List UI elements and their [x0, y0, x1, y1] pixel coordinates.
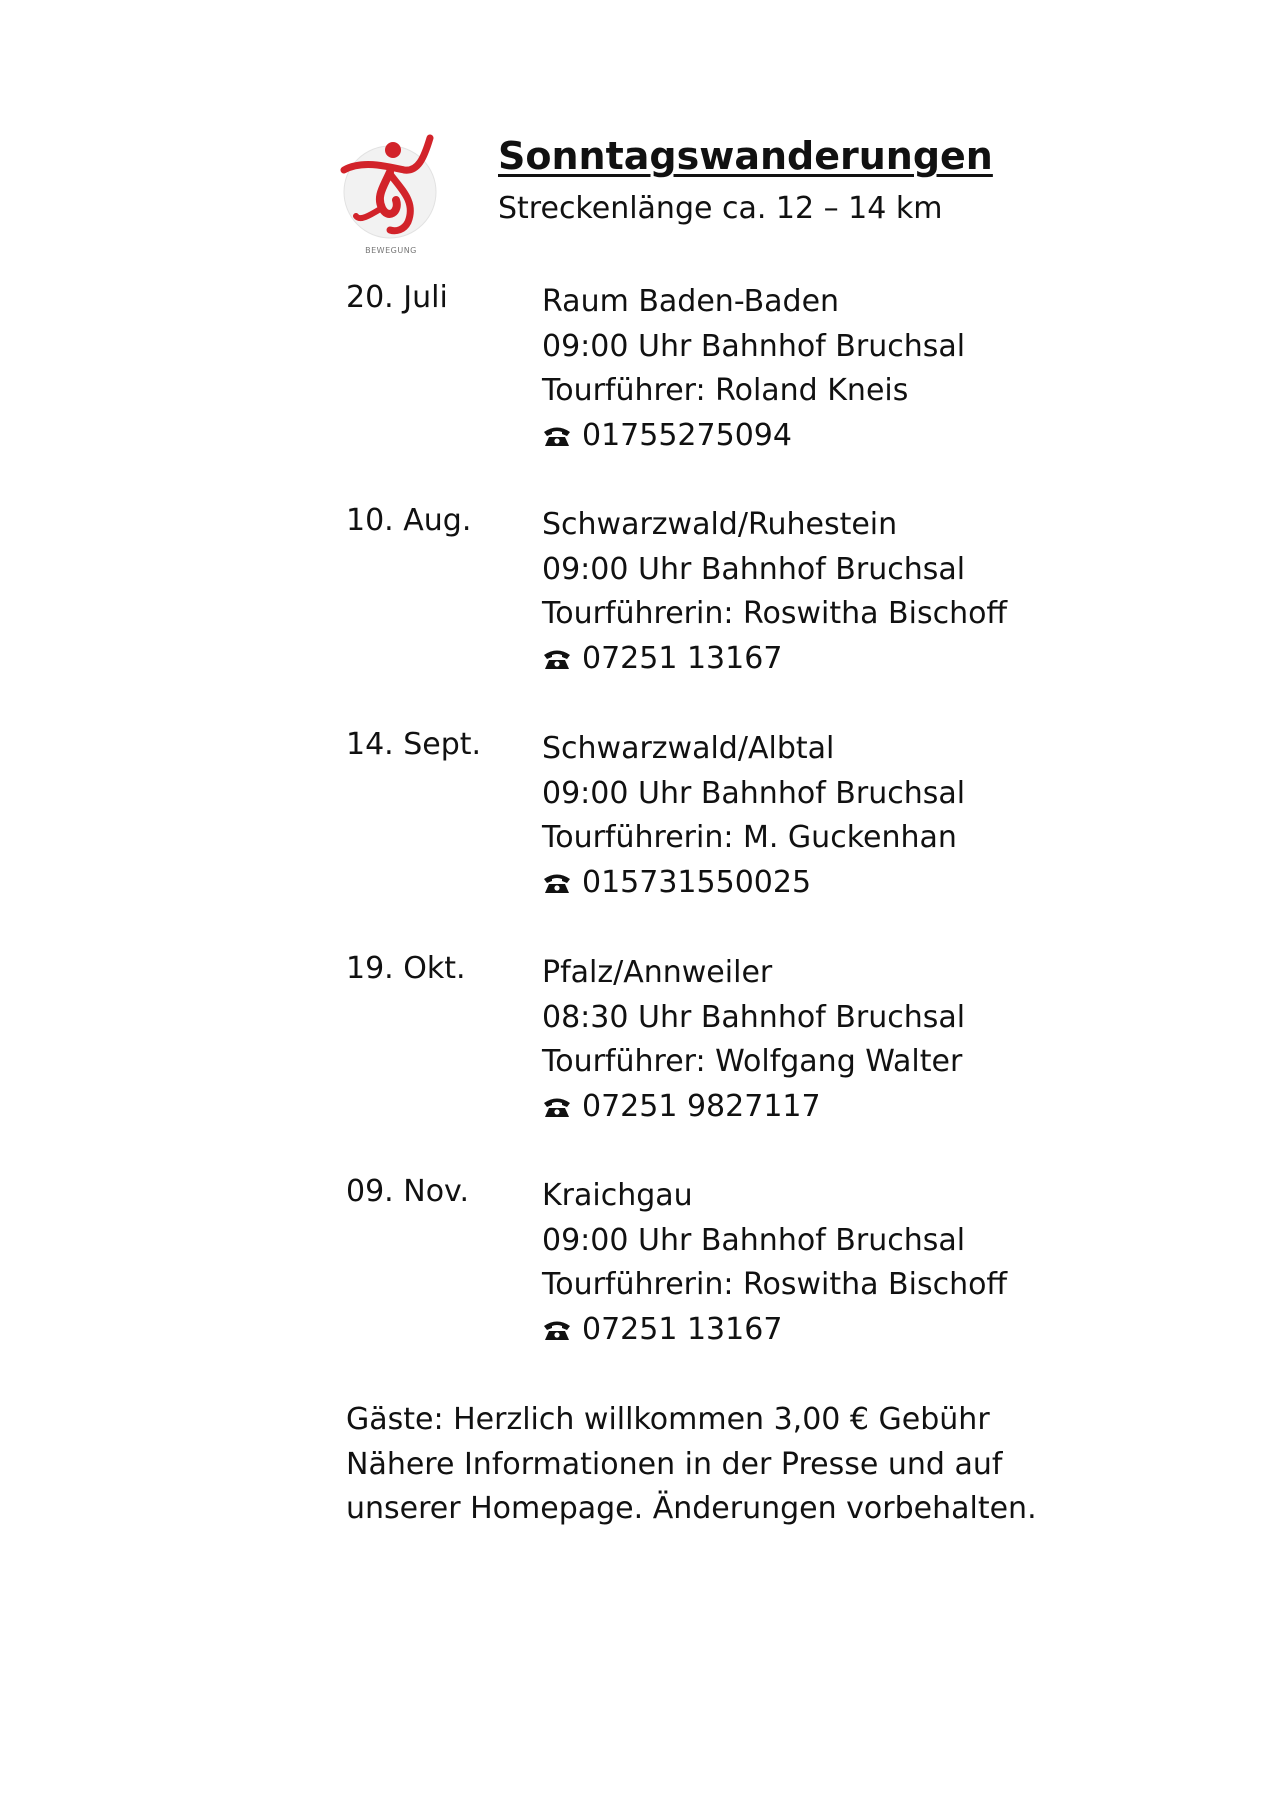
logo-caption: BEWEGUNG — [365, 246, 417, 255]
event-meeting-point: 08:30 Uhr Bahnhof Bruchsal — [542, 999, 966, 1035]
event-meeting-point: 09:00 Uhr Bahnhof Bruchsal — [542, 775, 966, 811]
event-meeting-point: 09:00 Uhr Bahnhof Bruchsal — [542, 551, 966, 587]
telephone-icon — [542, 863, 572, 885]
event-meeting-point: 09:00 Uhr Bahnhof Bruchsal — [542, 1222, 966, 1258]
telephone-icon — [542, 1087, 572, 1109]
event-date: 20. Juli — [346, 280, 448, 315]
page-subtitle: Streckenlänge ca. 12 – 14 km — [498, 191, 943, 226]
event-date: 10. Aug. — [346, 503, 472, 538]
event-phone: 01755275094 — [582, 417, 792, 453]
event-details — [542, 1174, 1007, 1352]
event-destination: Pfalz/Annweiler — [542, 955, 773, 990]
event-phone-line — [542, 414, 965, 459]
event-destination: Schwarzwald/Ruhestein — [542, 507, 898, 542]
event-phone-line — [542, 1308, 1007, 1353]
event-details — [542, 727, 965, 905]
event-meeting-point: 09:00 Uhr Bahnhof Bruchsal — [542, 328, 966, 364]
telephone-icon — [542, 416, 572, 438]
event-phone-line — [542, 861, 965, 906]
telephone-icon — [542, 1310, 572, 1332]
event-destination: Schwarzwald/Albtal — [542, 731, 835, 766]
event-phone: 07251 13167 — [582, 640, 783, 676]
telephone-icon — [542, 639, 572, 661]
footer-guests-line: Gäste: Herzlich willkommen 3,00 € Gebühr — [346, 1402, 990, 1437]
event-guide: Tourführer: Roland Kneis — [542, 373, 909, 409]
event-destination: Kraichgau — [542, 1178, 693, 1213]
event-guide: Tourführerin: Roswitha Bischoff — [542, 596, 1008, 632]
event-details — [542, 503, 1007, 681]
event-phone-line — [542, 637, 1007, 682]
running-figure-icon — [338, 130, 444, 245]
event-destination: Raum Baden-Baden — [542, 284, 840, 319]
logo — [338, 130, 444, 258]
footer-info-line: Nähere Informationen in der Presse und auf — [346, 1446, 1003, 1482]
event-phone: 07251 13167 — [582, 1311, 783, 1347]
event-phone: 015731550025 — [582, 864, 812, 900]
footer-homepage-line: unserer Homepage. Änderungen vorbehalten. — [346, 1491, 1037, 1527]
page-title: Sonntagswanderungen — [498, 134, 993, 178]
event-details — [542, 951, 965, 1129]
event-phone: 07251 9827117 — [582, 1088, 821, 1124]
event-guide: Tourführerin: Roswitha Bischoff — [542, 1267, 1008, 1303]
event-date: 09. Nov. — [346, 1174, 470, 1209]
event-details — [542, 280, 965, 458]
event-guide: Tourführer: Wolfgang Walter — [542, 1044, 963, 1080]
event-date: 19. Okt. — [346, 951, 466, 986]
footer-note — [346, 1398, 1037, 1532]
event-phone-line — [542, 1085, 965, 1130]
event-guide: Tourführerin: M. Guckenhan — [542, 820, 957, 856]
event-date: 14. Sept. — [346, 727, 482, 762]
